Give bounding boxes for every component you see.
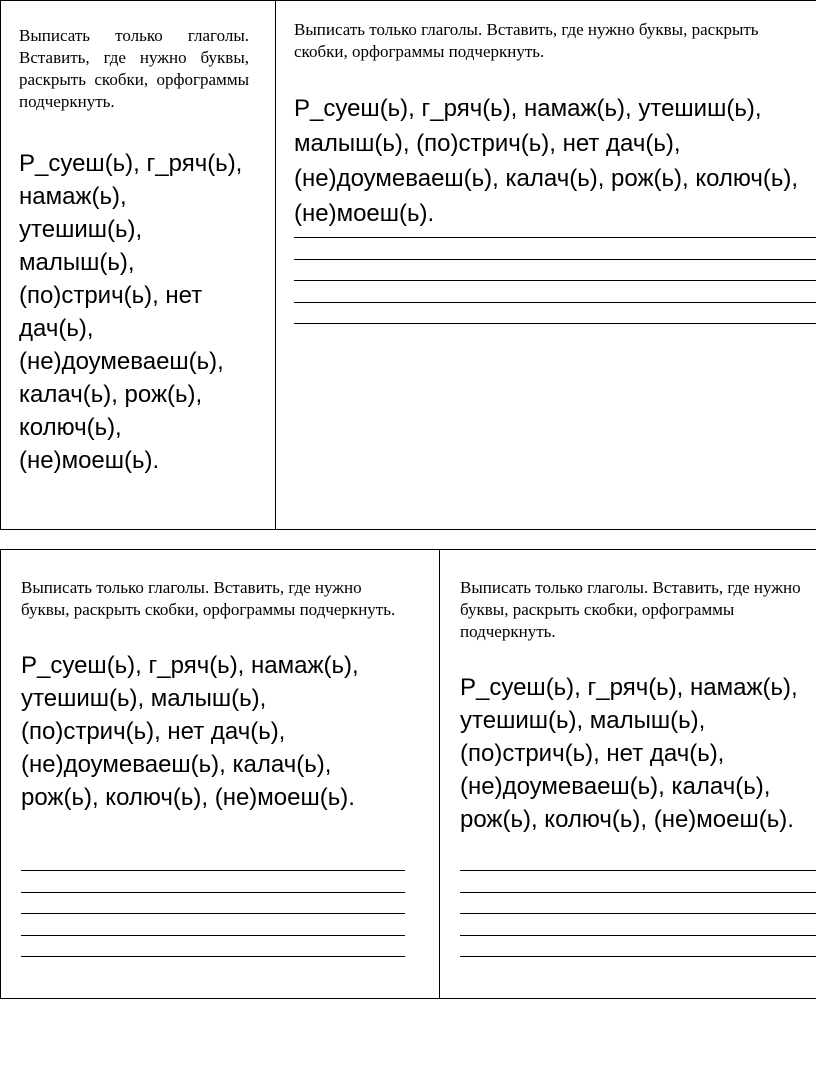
card-bottom-left	[1, 550, 440, 998]
instruction-text: Выписать только глаголы. Вставить, где нужно буквы, раскрыть скобки, орфограммы подчеркнуть.	[294, 20, 759, 61]
instruction-text: Выписать только глаголы. Вставить, где нужно буквы, раскрыть скобки, орфограммы подчеркнуть.	[460, 578, 801, 641]
word-list: Р_суеш(ь), г_ряч(ь), намаж(ь), утешиш(ь), малыш(ь), (по)стрич(ь), нет дач(ь), (не)доумеваеш(ь), калач(ь), рож(ь), колюч(ь), (не)моеш(ь).	[19, 150, 243, 474]
answer-line	[294, 237, 816, 238]
card-bottom-right	[440, 550, 816, 998]
answer-line	[294, 323, 816, 324]
answer-line	[21, 870, 405, 871]
answer-line	[460, 913, 816, 914]
answer-line	[21, 956, 405, 957]
answer-lines	[460, 870, 816, 978]
answer-line	[294, 259, 816, 260]
instruction-text: Выписать только глаголы. Вставить, где нужно буквы, раскрыть скобки, орфограммы подчеркнуть.	[19, 26, 249, 111]
answer-line	[460, 956, 816, 957]
word-list: Р_суеш(ь), г_ряч(ь), намаж(ь), утешиш(ь), малыш(ь), (по)стрич(ь), нет дач(ь), (не)доумеваеш(ь), калач(ь), рож(ь), колюч(ь), (не)моеш(ь).	[21, 652, 359, 811]
answer-line	[21, 892, 405, 893]
answer-line	[21, 935, 405, 936]
bottom-table	[0, 549, 816, 999]
answer-lines	[294, 237, 816, 345]
instruction-text: Выписать только глаголы. Вставить, где нужно буквы, раскрыть скобки, орфограммы подчеркнуть.	[21, 578, 396, 619]
card-top-left	[1, 1, 275, 529]
word-list: Р_суеш(ь), г_ряч(ь), намаж(ь), утешиш(ь), малыш(ь), (по)стрич(ь), нет дач(ь), (не)доумеваеш(ь), калач(ь), рож(ь), колюч(ь), (не)моеш(ь).	[460, 674, 798, 833]
answer-line	[294, 280, 816, 281]
word-list: Р_суеш(ь), г_ряч(ь), намаж(ь), утешиш(ь), малыш(ь), (по)стрич(ь), нет дач(ь), (не)доумеваеш(ь), калач(ь), рож(ь), колюч(ь), (не)моеш(ь).	[294, 95, 799, 227]
answer-line	[460, 935, 816, 936]
answer-line	[21, 913, 405, 914]
answer-line	[294, 302, 816, 303]
answer-line	[460, 892, 816, 893]
card-top-right	[276, 1, 816, 529]
answer-line	[460, 870, 816, 871]
top-table	[0, 0, 816, 530]
answer-lines	[21, 870, 405, 978]
